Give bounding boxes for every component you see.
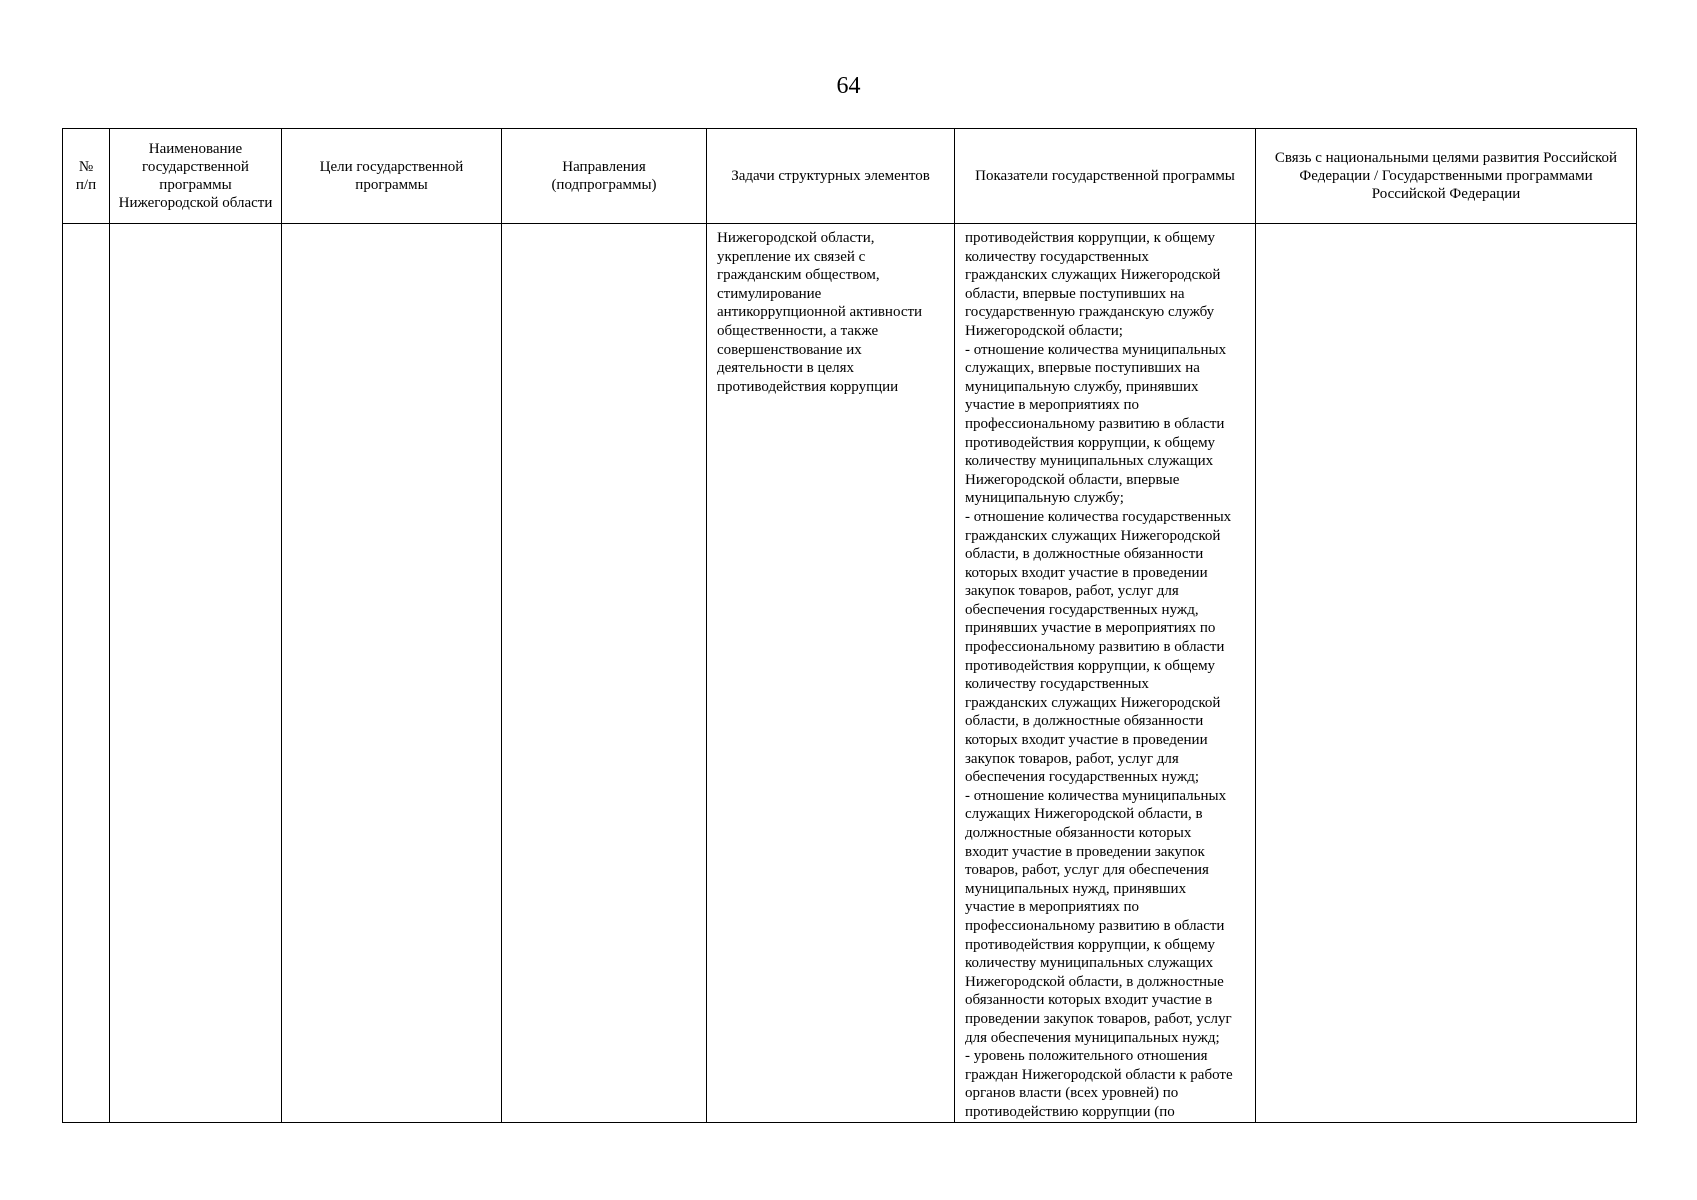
cell-number xyxy=(63,224,110,1123)
cell-directions xyxy=(502,224,707,1123)
header-goals: Цели государственной программы xyxy=(282,129,502,224)
page-number: 64 xyxy=(836,73,861,99)
header-number: № п/п xyxy=(63,129,110,224)
cell-indicators xyxy=(955,224,1256,1123)
header-national-goals: Связь с национальными целями развития Российской Федерации / Государственными программами Российской Федерации xyxy=(1256,129,1637,224)
header-tasks: Задачи структурных элементов xyxy=(707,129,955,224)
header-indicators: Показатели государственной программы xyxy=(955,129,1256,224)
table-row xyxy=(63,224,1637,1123)
cell-national-goals xyxy=(1256,224,1637,1123)
indicators-text: противодействия коррупции, к общему количеству государственных гражданских служащих Нижегородской области, впервые поступивших на государственную гражданскую службу Нижегородской области; - отношение количества муниципальных служащих, впервые поступивших на муниципальную службу, принявших участие в мероприятиях по профессиональному развитию в области противодействия коррупции, к общему количеству муниципальных служащих Нижегородской области, впервые муниципальную службу; - отношение количества государственных гражданских служащих Нижегородской области, в должностные обязанности которых входит участие в проведении закупок товаров, работ, услуг для обеспечения государственных нужд, принявших участие в мероприятиях по профессиональному развитию в области противодействия коррупции, к общему количеству государственных гражданских служащих Нижегородской области, в должностные обязанности которых входит участие в проведении закупок товаров, работ, услуг для обеспечения государственных нужд; - отношение количества муниципальных служащих Нижегородской области, в должностные обязанности которых входит участие в проведении закупок товаров, работ, услуг для обеспечения муниципальных нужд, принявших участие в мероприятиях по профессиональному развитию в области противодействия коррупции, к общему количеству муниципальных служащих Нижегородской области, в должностные обязанности которых входит участие в проведении закупок товаров, работ, услуг для обеспечения муниципальных нужд; - уровень положительного отношения граждан Нижегородской области к работе органов власти (всех уровней) по противодействию коррупции (по xyxy=(965,230,1233,1120)
tasks-text: Нижегородской области, укрепление их связей с гражданским обществом, стимулирование антикоррупционной активности общественности, а также совершенствование их деятельности в целях противодействия коррупции xyxy=(717,230,923,395)
header-program-name: Наименование государственной программы Нижегородской области xyxy=(110,129,282,224)
table-header-row xyxy=(63,129,1637,224)
program-table xyxy=(62,128,1637,1123)
cell-program-name xyxy=(110,224,282,1123)
header-directions: Направления (подпрограммы) xyxy=(502,129,707,224)
cell-tasks xyxy=(707,224,955,1123)
cell-goals xyxy=(282,224,502,1123)
